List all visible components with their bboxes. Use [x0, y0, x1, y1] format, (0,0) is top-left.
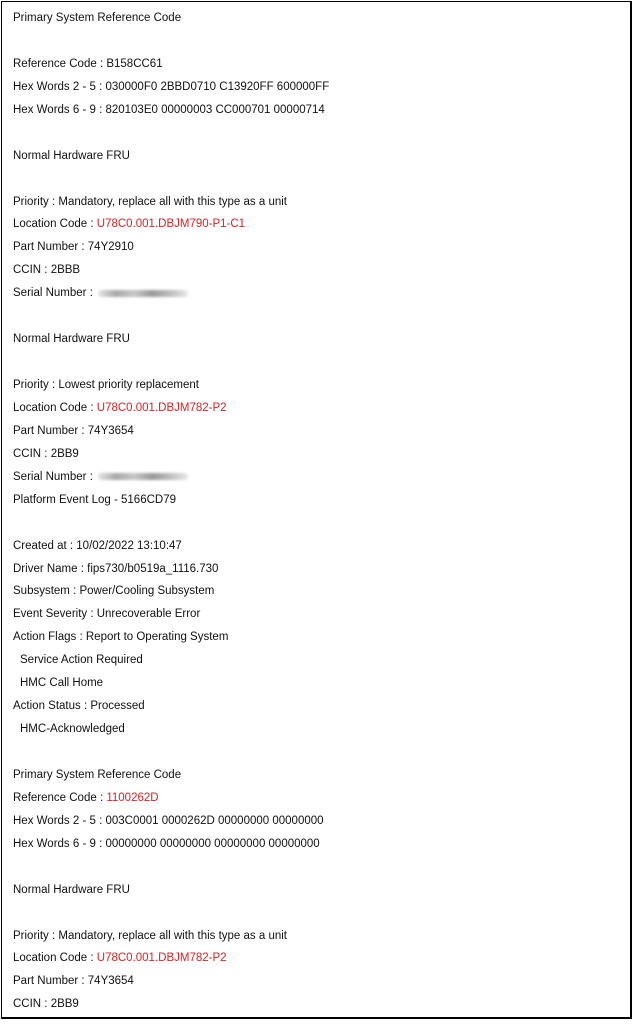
hex-words-6-9: Hex Words 6 - 9 : 00000000 00000000 00000000 00000000: [13, 837, 320, 850]
spacer: [13, 168, 626, 191]
reference-code-label: Reference Code :: [13, 791, 107, 804]
serial-number-line: [13, 282, 626, 305]
location-code-line: [13, 213, 626, 236]
serial-number-line: [13, 466, 626, 489]
reference-code-line: [13, 787, 626, 810]
hex-words-2-5: Hex Words 2 - 5 : 030000F0 2BBD0710 C13920FF 600000FF: [13, 80, 330, 93]
location-code-value: U78C0.001.DBJM782-P2: [96, 952, 227, 965]
fru-header: Normal Hardware FRU: [13, 149, 130, 162]
location-code-label: Location Code :: [13, 401, 97, 414]
part-number: Part Number : 74Y3654: [13, 975, 134, 988]
redacted-serial: [98, 290, 188, 297]
hex-words-6-9: Hex Words 6 - 9 : 820103E0 00000003 CC000701 00000714: [13, 103, 325, 116]
action-flags: Action Flags : Report to Operating System: [13, 631, 229, 644]
action-status-item: HMC-Acknowledged: [20, 723, 125, 736]
action-status: Action Status : Processed: [13, 700, 145, 713]
log-content: [13, 7, 626, 1016]
reference-code-value: 1100262D: [106, 791, 159, 804]
fru-header: Normal Hardware FRU: [13, 333, 130, 346]
spacer: [13, 902, 626, 925]
reference-code-line: [13, 53, 626, 76]
psrc-header: Primary System Reference Code: [13, 768, 182, 781]
fru-priority: Priority : Lowest priority replacement: [13, 379, 199, 391]
spacer: [13, 351, 626, 374]
spacer: [13, 741, 626, 764]
part-number: Part Number : 74Y3654: [13, 424, 134, 437]
ccin: CCIN : 2BB9: [13, 447, 79, 460]
subsystem: Subsystem : Power/Cooling Subsystem: [13, 585, 215, 598]
action-flag-item: HMC Call Home: [20, 677, 104, 690]
spacer: [13, 30, 626, 53]
part-number: Part Number : 74Y2910: [13, 241, 134, 254]
serial-number-label: Serial Number :: [13, 287, 97, 300]
location-code-value: U78C0.001.DBJM790-P1-C1: [96, 218, 246, 231]
platform-event-log-header: Platform Event Log - 5166CD79: [13, 493, 177, 506]
location-code-label: Location Code :: [13, 218, 97, 231]
fru-priority: Priority : Mandatory, replace all with this type as a unit: [13, 195, 287, 208]
psrc-header: Primary System Reference Code: [13, 12, 182, 24]
created-at: Created at : 10/02/2022 13:10:47: [13, 539, 182, 552]
location-code-value: U78C0.001.DBJM782-P2: [96, 401, 227, 414]
event-severity: Event Severity : Unrecoverable Error: [13, 608, 201, 621]
location-code-line: [13, 947, 626, 970]
redacted-serial: [98, 473, 188, 480]
driver-name: Driver Name : fips730/b0519a_1116.730: [13, 562, 219, 575]
fru-priority: Priority : Mandatory, replace all with this type as a unit: [13, 929, 287, 942]
fru-header: Normal Hardware FRU: [13, 883, 130, 896]
spacer: [13, 305, 626, 328]
document-frame: [1, 1, 632, 1019]
ccin: CCIN : 2BB9: [13, 998, 79, 1011]
ccin: CCIN : 2BBB: [13, 264, 81, 277]
reference-code-label: Reference Code :: [13, 57, 107, 70]
location-code-line: [13, 397, 626, 420]
location-code-label: Location Code :: [13, 952, 97, 965]
spacer: [13, 122, 626, 145]
reference-code-value: B158CC61: [106, 57, 163, 70]
action-flag-item: Service Action Required: [20, 654, 143, 667]
serial-number-label: Serial Number :: [13, 470, 97, 483]
hex-words-2-5: Hex Words 2 - 5 : 003C0001 0000262D 00000000 00000000: [13, 814, 324, 827]
spacer: [13, 856, 626, 879]
spacer: [13, 512, 626, 535]
